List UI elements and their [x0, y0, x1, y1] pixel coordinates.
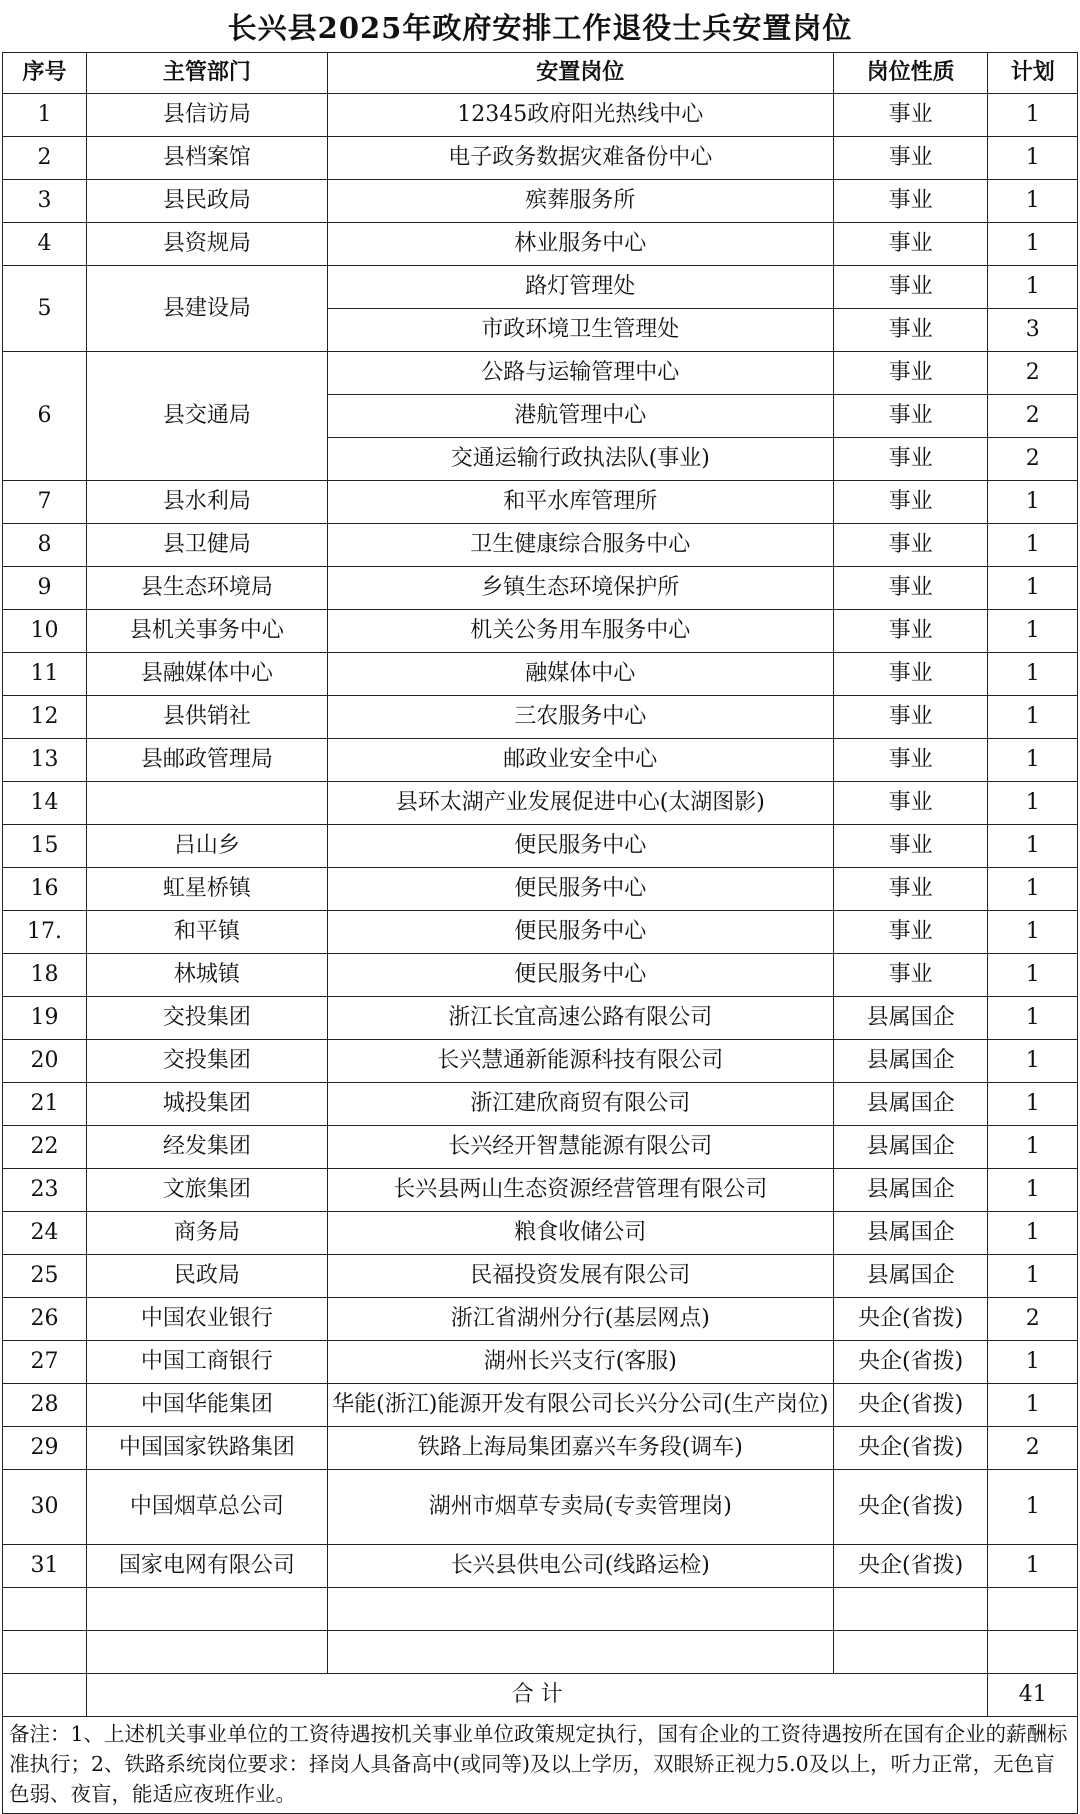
cell-plan: 1: [988, 954, 1078, 997]
cell-dept: 民政局: [86, 1255, 327, 1298]
table-row: [3, 1384, 1078, 1427]
table-row: [3, 1126, 1078, 1169]
header-no: 序号: [3, 53, 87, 94]
cell-nature: 县属国企: [833, 1169, 988, 1212]
cell-plan: 2: [988, 1298, 1078, 1341]
cell-no: 19: [3, 997, 87, 1040]
cell-dept: 国家电网有限公司: [86, 1545, 327, 1588]
table-row: [3, 94, 1078, 137]
cell-post: 和平水库管理所: [327, 481, 833, 524]
cell-plan: 1: [988, 94, 1078, 137]
cell-plan: 1: [988, 782, 1078, 825]
cell-no: 12: [3, 696, 87, 739]
cell-plan: 1: [988, 696, 1078, 739]
cell-dept: 县融媒体中心: [86, 653, 327, 696]
cell-dept: 县机关事务中心: [86, 610, 327, 653]
cell-nature: 央企(省拨): [833, 1298, 988, 1341]
cell-plan: 1: [988, 1212, 1078, 1255]
cell-plan: 1: [988, 1384, 1078, 1427]
cell-post: 路灯管理处: [327, 266, 833, 309]
cell-no: 4: [3, 223, 87, 266]
cell-nature: 事业: [833, 653, 988, 696]
cell-plan: 1: [988, 997, 1078, 1040]
table-row: [3, 223, 1078, 266]
cell-plan: 1: [988, 180, 1078, 223]
cell-post: 便民服务中心: [327, 825, 833, 868]
cell-no: 29: [3, 1427, 87, 1470]
table-header-row: [3, 53, 1078, 94]
total-value: 41: [988, 1674, 1078, 1717]
cell-post: 邮政业安全中心: [327, 739, 833, 782]
cell-nature: 央企(省拨): [833, 1427, 988, 1470]
cell-no: 22: [3, 1126, 87, 1169]
cell-nature: 事业: [833, 481, 988, 524]
cell-no: 25: [3, 1255, 87, 1298]
cell-nature: 事业: [833, 696, 988, 739]
cell-dept: 中国农业银行: [86, 1298, 327, 1341]
cell-no: 24: [3, 1212, 87, 1255]
cell-nature: 事业: [833, 567, 988, 610]
cell-nature: 事业: [833, 868, 988, 911]
table-row: [3, 137, 1078, 180]
cell-dept: [86, 1631, 327, 1674]
cell-nature: 县属国企: [833, 997, 988, 1040]
cell-nature: 事业: [833, 524, 988, 567]
cell-plan: 1: [988, 610, 1078, 653]
cell-post: [327, 1588, 833, 1631]
table-row: [3, 180, 1078, 223]
table-row: [3, 696, 1078, 739]
cell-dept: 县建设局: [86, 266, 327, 352]
cell-post: 交通运输行政执法队(事业): [327, 438, 833, 481]
cell-nature: 事业: [833, 352, 988, 395]
cell-no: 1: [3, 94, 87, 137]
table-row: [3, 1341, 1078, 1384]
cell-no: 21: [3, 1083, 87, 1126]
cell-nature: 县属国企: [833, 1040, 988, 1083]
cell-post: 港航管理中心: [327, 395, 833, 438]
remarks-note: 备注：1、上述机关事业单位的工资待遇按机关事业单位政策规定执行，国有企业的工资待遇按所在国有企业的薪酬标准执行；2、铁路系统岗位要求：择岗人具备高中(或同等)及以上学历，双眼矫正视力5.0及以上，听力正常，无色盲色弱、夜盲，能适应夜班作业。: [3, 1717, 1078, 1814]
cell-no: 13: [3, 739, 87, 782]
cell-nature: 事业: [833, 825, 988, 868]
table-row: [3, 1169, 1078, 1212]
cell-post: 便民服务中心: [327, 911, 833, 954]
cell-plan: 1: [988, 1083, 1078, 1126]
note-row: [3, 1717, 1078, 1814]
cell-no: 9: [3, 567, 87, 610]
cell-dept: 县交通局: [86, 352, 327, 481]
table-row: [3, 1040, 1078, 1083]
cell-no: 15: [3, 825, 87, 868]
table-row: [3, 1427, 1078, 1470]
table-row: [3, 997, 1078, 1040]
cell-post: 湖州长兴支行(客服): [327, 1341, 833, 1384]
cell-plan: 2: [988, 438, 1078, 481]
table-row: [3, 868, 1078, 911]
header-plan: 计划: [988, 53, 1078, 94]
cell-nature: 事业: [833, 94, 988, 137]
cell-post: 浙江省湖州分行(基层网点): [327, 1298, 833, 1341]
cell-dept: 县资规局: [86, 223, 327, 266]
cell-no: 3: [3, 180, 87, 223]
table-row: [3, 524, 1078, 567]
cell-post: 公路与运输管理中心: [327, 352, 833, 395]
cell-dept: 中国烟草总公司: [86, 1470, 327, 1545]
cell-nature: 央企(省拨): [833, 1470, 988, 1545]
cell-dept: 虹星桥镇: [86, 868, 327, 911]
cell-no: 2: [3, 137, 87, 180]
cell-no: 10: [3, 610, 87, 653]
cell-dept: 县邮政管理局: [86, 739, 327, 782]
cell-dept: 和平镇: [86, 911, 327, 954]
cell-no: 26: [3, 1298, 87, 1341]
table-row: [3, 567, 1078, 610]
cell-plan: 1: [988, 266, 1078, 309]
cell-dept: 中国国家铁路集团: [86, 1427, 327, 1470]
total-blank-cell: [3, 1674, 87, 1717]
cell-post: 铁路上海局集团嘉兴车务段(调车): [327, 1427, 833, 1470]
cell-dept: 县供销社: [86, 696, 327, 739]
cell-nature: 事业: [833, 911, 988, 954]
cell-dept: 吕山乡: [86, 825, 327, 868]
cell-no: 6: [3, 352, 87, 481]
total-label: 合 计: [86, 1674, 987, 1717]
cell-plan: 1: [988, 868, 1078, 911]
cell-plan: 1: [988, 481, 1078, 524]
cell-post: 机关公务用车服务中心: [327, 610, 833, 653]
table-row: [3, 825, 1078, 868]
cell-post: 电子政务数据灾难备份中心: [327, 137, 833, 180]
cell-dept: 中国工商银行: [86, 1341, 327, 1384]
cell-nature: 县属国企: [833, 1212, 988, 1255]
cell-post: 便民服务中心: [327, 868, 833, 911]
cell-post: 融媒体中心: [327, 653, 833, 696]
table-row: [3, 1212, 1078, 1255]
table-row: [3, 782, 1078, 825]
cell-dept: 经发集团: [86, 1126, 327, 1169]
cell-no: 7: [3, 481, 87, 524]
cell-plan: 1: [988, 1126, 1078, 1169]
cell-dept: 县信访局: [86, 94, 327, 137]
cell-nature: 事业: [833, 954, 988, 997]
cell-post: [327, 1631, 833, 1674]
cell-no: 17.: [3, 911, 87, 954]
cell-dept: 县卫健局: [86, 524, 327, 567]
table-row: [3, 739, 1078, 782]
cell-plan: 1: [988, 1470, 1078, 1545]
cell-plan: 1: [988, 1169, 1078, 1212]
cell-nature: 事业: [833, 438, 988, 481]
cell-post: 长兴经开智慧能源有限公司: [327, 1126, 833, 1169]
cell-post: 林业服务中心: [327, 223, 833, 266]
cell-nature: 县属国企: [833, 1255, 988, 1298]
cell-plan: 2: [988, 395, 1078, 438]
cell-post: 乡镇生态环境保护所: [327, 567, 833, 610]
cell-dept: [86, 1588, 327, 1631]
cell-dept: 县水利局: [86, 481, 327, 524]
cell-post: 民福投资发展有限公司: [327, 1255, 833, 1298]
table-row: [3, 266, 1078, 309]
cell-dept: 县民政局: [86, 180, 327, 223]
cell-dept: 中国华能集团: [86, 1384, 327, 1427]
cell-post: 市政环境卫生管理处: [327, 309, 833, 352]
cell-post: 卫生健康综合服务中心: [327, 524, 833, 567]
cell-plan: 1: [988, 825, 1078, 868]
table-row: [3, 653, 1078, 696]
cell-no: 28: [3, 1384, 87, 1427]
cell-dept: 文旅集团: [86, 1169, 327, 1212]
cell-post: 长兴县两山生态资源经营管理有限公司: [327, 1169, 833, 1212]
cell-plan: 1: [988, 137, 1078, 180]
table-row: [3, 481, 1078, 524]
cell-nature: 事业: [833, 395, 988, 438]
cell-nature: 央企(省拨): [833, 1341, 988, 1384]
table-row: [3, 911, 1078, 954]
cell-plan: 3: [988, 309, 1078, 352]
cell-post: 长兴县供电公司(线路运检): [327, 1545, 833, 1588]
cell-no: 8: [3, 524, 87, 567]
table-row: [3, 1631, 1078, 1674]
table-row: [3, 1470, 1078, 1545]
cell-dept: 林城镇: [86, 954, 327, 997]
cell-plan: [988, 1588, 1078, 1631]
cell-nature: 事业: [833, 739, 988, 782]
cell-post: 殡葬服务所: [327, 180, 833, 223]
cell-plan: 1: [988, 1341, 1078, 1384]
cell-dept: 县生态环境局: [86, 567, 327, 610]
cell-no: 14: [3, 782, 87, 825]
cell-nature: 事业: [833, 610, 988, 653]
cell-plan: 2: [988, 352, 1078, 395]
cell-post: 县环太湖产业发展促进中心(太湖图影): [327, 782, 833, 825]
cell-plan: 1: [988, 911, 1078, 954]
cell-dept: 城投集团: [86, 1083, 327, 1126]
cell-no: 11: [3, 653, 87, 696]
cell-post: 浙江建欣商贸有限公司: [327, 1083, 833, 1126]
cell-nature: 事业: [833, 266, 988, 309]
table-row: [3, 610, 1078, 653]
cell-post: 三农服务中心: [327, 696, 833, 739]
cell-post: 12345政府阳光热线中心: [327, 94, 833, 137]
cell-nature: 事业: [833, 180, 988, 223]
cell-dept: 交投集团: [86, 997, 327, 1040]
cell-no: 30: [3, 1470, 87, 1545]
cell-dept: 交投集团: [86, 1040, 327, 1083]
cell-no: 5: [3, 266, 87, 352]
cell-no: 23: [3, 1169, 87, 1212]
cell-plan: 1: [988, 739, 1078, 782]
cell-nature: 县属国企: [833, 1083, 988, 1126]
cell-post: 便民服务中心: [327, 954, 833, 997]
cell-dept: [86, 782, 327, 825]
table-row: [3, 1255, 1078, 1298]
table-row: [3, 1298, 1078, 1341]
cell-post: 长兴慧通新能源科技有限公司: [327, 1040, 833, 1083]
cell-plan: 1: [988, 1545, 1078, 1588]
cell-no: [3, 1588, 87, 1631]
cell-dept: 县档案馆: [86, 137, 327, 180]
cell-nature: 事业: [833, 309, 988, 352]
cell-no: [3, 1631, 87, 1674]
header-dept: 主管部门: [86, 53, 327, 94]
cell-no: 16: [3, 868, 87, 911]
cell-no: 20: [3, 1040, 87, 1083]
total-row: [3, 1674, 1078, 1717]
cell-post: 浙江长宜高速公路有限公司: [327, 997, 833, 1040]
cell-nature: 事业: [833, 782, 988, 825]
table-row: [3, 352, 1078, 395]
cell-nature: 央企(省拨): [833, 1384, 988, 1427]
placement-table: [2, 52, 1078, 1814]
cell-post: 粮食收储公司: [327, 1212, 833, 1255]
cell-nature: 县属国企: [833, 1126, 988, 1169]
cell-plan: 1: [988, 1040, 1078, 1083]
cell-no: 27: [3, 1341, 87, 1384]
cell-post: 华能(浙江)能源开发有限公司长兴分公司(生产岗位): [327, 1384, 833, 1427]
cell-nature: 事业: [833, 137, 988, 180]
cell-plan: 1: [988, 223, 1078, 266]
header-nature: 岗位性质: [833, 53, 988, 94]
cell-plan: 1: [988, 1255, 1078, 1298]
table-row: [3, 954, 1078, 997]
cell-dept: 商务局: [86, 1212, 327, 1255]
cell-nature: 央企(省拨): [833, 1545, 988, 1588]
cell-nature: [833, 1588, 988, 1631]
header-post: 安置岗位: [327, 53, 833, 94]
cell-plan: 1: [988, 524, 1078, 567]
table-row: [3, 1588, 1078, 1631]
cell-plan: 2: [988, 1427, 1078, 1470]
cell-plan: 1: [988, 567, 1078, 610]
cell-plan: [988, 1631, 1078, 1674]
table-row: [3, 1545, 1078, 1588]
document-title: 长兴县2025年政府安排工作退役士兵安置岗位: [227, 11, 853, 45]
cell-no: 31: [3, 1545, 87, 1588]
cell-nature: [833, 1631, 988, 1674]
cell-post: 湖州市烟草专卖局(专卖管理岗): [327, 1470, 833, 1545]
cell-nature: 事业: [833, 223, 988, 266]
cell-no: 18: [3, 954, 87, 997]
cell-plan: 1: [988, 653, 1078, 696]
table-row: [3, 1083, 1078, 1126]
